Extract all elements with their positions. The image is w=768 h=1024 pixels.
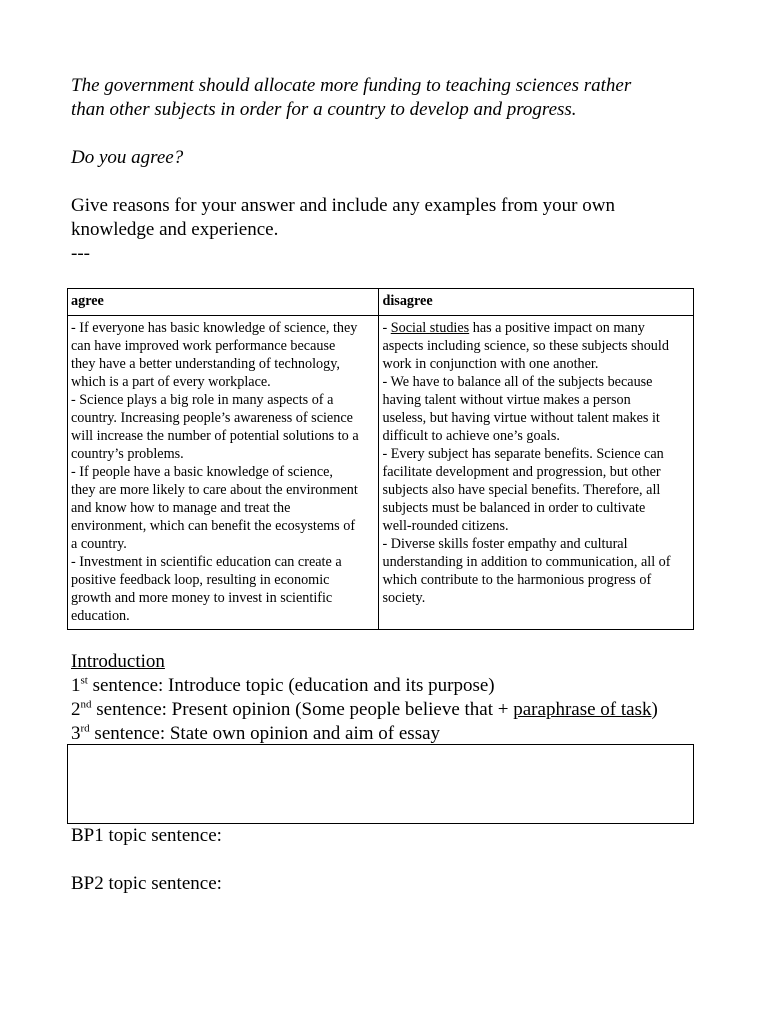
table-header-row (68, 289, 694, 316)
sentence-text: sentence: Introduce topic (education and its purpose) (87, 675, 495, 696)
disagree-line: difficult to achieve one’s goals. (382, 428, 560, 444)
agree-line: a country. (71, 536, 127, 552)
dash-prefix: - (382, 320, 391, 336)
disagree-line: understanding in addition to communication, all of (382, 554, 671, 570)
agree-line: which is a part of every workplace. (71, 374, 271, 390)
task-statement (71, 74, 711, 122)
agree-disagree-table (67, 288, 694, 630)
ordinal-suffix: rd (80, 722, 90, 735)
ordinal-number: 3 (71, 723, 81, 744)
intro-sentence-2 (71, 698, 711, 722)
disagree-cell (379, 316, 694, 630)
task-question: Do you agree? (71, 147, 184, 168)
bp2-topic-sentence-label: BP2 topic sentence: (71, 873, 222, 894)
social-studies-link[interactable]: Social studies (390, 320, 470, 336)
agree-line: and know how to manage and treat the (71, 500, 291, 516)
disagree-line: work in conjunction with one another. (382, 356, 599, 372)
sentence-end: ) (651, 699, 658, 720)
disagree-header: disagree (379, 289, 694, 316)
agree-line: - If everyone has basic knowledge of science, they (71, 320, 358, 336)
ordinal-number: 2 (71, 699, 81, 720)
disagree-line: - Every subject has separate benefits. Science can (382, 446, 664, 462)
task-instruction (71, 194, 711, 266)
agree-line: they are more likely to care about the environment (71, 482, 358, 498)
agree-line: country’s problems. (71, 446, 184, 462)
disagree-line: - Diverse skills foster empathy and cultural (382, 536, 628, 552)
disagree-line: subjects also have special benefits. Therefore, all (382, 482, 661, 498)
disagree-line: aspects including science, so these subjects should (382, 338, 669, 354)
disagree-line: having talent without virtue makes a person (382, 392, 631, 408)
table-row (68, 316, 694, 630)
disagree-line: facilitate development and progression, but other (382, 464, 661, 480)
agree-line: education. (71, 608, 130, 624)
intro-sentence-3 (71, 722, 711, 746)
agree-line: will increase the number of potential solutions to a (71, 428, 359, 444)
disagree-line: well-rounded citizens. (382, 518, 509, 534)
agree-header: agree (68, 289, 379, 316)
agree-line: - Investment in scientific education can create a (71, 554, 342, 570)
disagree-line-text: has a positive impact on many (469, 320, 645, 336)
agree-line: country. Increasing people’s awareness of science (71, 410, 353, 426)
sentence-text: sentence: State own opinion and aim of essay (89, 723, 441, 744)
disagree-line (382, 319, 690, 337)
task-instruction-line: Give reasons for your answer and include any examples from your own (71, 195, 615, 216)
agree-line: positive feedback loop, resulting in economic (71, 572, 330, 588)
paraphrase-of-task-link[interactable]: paraphrase of task (513, 699, 652, 720)
task-statement-line: The government should allocate more funding to teaching sciences rather (71, 75, 632, 96)
bp1-topic-sentence-label: BP1 topic sentence: (71, 825, 222, 846)
introduction-heading: Introduction (71, 651, 165, 672)
ordinal-number: 1 (71, 675, 81, 696)
disagree-line: - We have to balance all of the subjects because (382, 374, 653, 390)
separator-text: --- (71, 243, 90, 264)
ordinal-suffix: st (80, 674, 88, 687)
agree-line: growth and more money to invest in scientific (71, 590, 333, 606)
agree-line: - Science plays a big role in many aspects of a (71, 392, 334, 408)
task-instruction-line: knowledge and experience. (71, 219, 279, 240)
introduction-section (71, 650, 711, 746)
agree-line: environment, which can benefit the ecosystems of (71, 518, 356, 534)
ordinal-suffix: nd (80, 698, 92, 711)
sentence-text: sentence: Present opinion (Some people believe that + (91, 699, 514, 720)
disagree-line: society. (382, 590, 426, 606)
disagree-line: subjects must be balanced in order to cultivate (382, 500, 646, 516)
agree-line: - If people have a basic knowledge of science, (71, 464, 333, 480)
intro-sentence-1 (71, 674, 711, 698)
introduction-answer-box[interactable] (67, 744, 694, 824)
agree-line: can have improved work performance because (71, 338, 336, 354)
task-statement-line: than other subjects in order for a country to develop and progress. (71, 99, 577, 120)
disagree-line: which contribute to the harmonious progress of (382, 572, 652, 588)
disagree-line: useless, but having virtue without talent makes it (382, 410, 660, 426)
agree-cell (68, 316, 379, 630)
agree-line: they have a better understanding of technology, (71, 356, 340, 372)
